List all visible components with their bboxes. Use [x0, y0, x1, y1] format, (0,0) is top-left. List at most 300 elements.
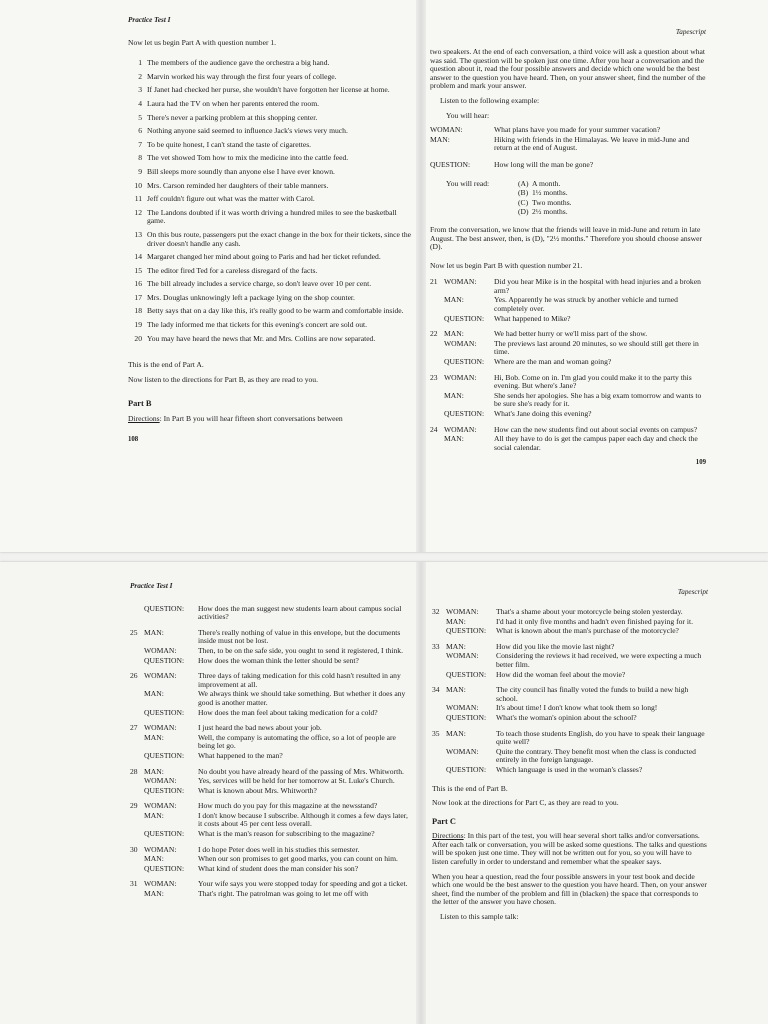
dialogue-line [130, 830, 410, 839]
dialogue-text: Did you hear Mike is in the hospital with head injuries and a broken arm? [494, 277, 701, 295]
dialogue-line [432, 643, 708, 652]
speaker-label: QUESTION: [446, 626, 487, 636]
dialogue-line [130, 690, 410, 707]
dialogue [432, 643, 708, 679]
listen-example: Listen to the following example: [440, 95, 540, 105]
dialogue-number: 33 [432, 641, 440, 651]
dialogue-line [130, 672, 410, 689]
dialogue-line [130, 709, 410, 718]
speaker-label: MAN: [144, 810, 164, 820]
page-110 [130, 582, 410, 906]
running-header-right: Tapescript [675, 28, 706, 36]
part-c-directions [432, 832, 708, 866]
directions-label: Directions [128, 414, 160, 424]
dialogue-text: What is known about Mrs. Whitworth? [198, 785, 317, 795]
speaker-label: QUESTION: [144, 785, 185, 795]
answer-choice [518, 199, 572, 208]
part-a-item [128, 195, 414, 204]
dialogue-number [432, 652, 446, 669]
dialogue-text: How did you like the movie last night? [496, 641, 615, 651]
item-text: Marvin worked his way through the first four years of college. [147, 71, 337, 81]
dialogue-number: 34 [432, 685, 440, 695]
dialogue-line [432, 704, 708, 713]
part-b-listen: Now listen to the directions for Part B, as they are read to you. [128, 374, 319, 384]
dialogue [430, 426, 706, 453]
dialogue-number: 24 [430, 424, 438, 434]
dialogue-line [130, 752, 410, 761]
item-number: 8 [138, 153, 142, 163]
dialogue-number [432, 714, 446, 723]
dialogue [130, 846, 410, 874]
part-a-item [128, 59, 414, 68]
dialogue-number [430, 392, 444, 409]
listen-sample: Listen to this sample talk: [440, 912, 519, 922]
part-a-item [128, 231, 414, 248]
speaker-label: QUESTION: [446, 669, 487, 679]
dialogue-text: How can the new students find out about social events on campus? [494, 424, 698, 434]
item-text: Mrs. Carson reminded her daughters of their table manners. [147, 180, 329, 190]
speaker-label: QUESTION: [444, 357, 485, 367]
choice-letter: (C) [518, 197, 529, 207]
choice-text: Two months. [532, 197, 572, 207]
item-text: Betty says that on a day like this, it's really good to be warm and comfortable inside. [147, 306, 404, 316]
item-text: The lady informed me that tickets for this evening's concert are sold out. [147, 320, 368, 330]
part-b-heading: Part B [128, 399, 152, 409]
part-a-item [128, 86, 414, 95]
item-number: 4 [138, 98, 142, 108]
dialogue-number: 28 [130, 766, 138, 776]
dialogue-number [430, 435, 444, 452]
dialogue-text: Three days of taking medication for this cold hasn't resulted in any improvement at all. [198, 671, 401, 689]
part-a-list [128, 59, 414, 343]
part-b-directions-text: : In Part B you will hear fifteen short conversations between [159, 414, 343, 424]
dialogue-number [432, 627, 446, 636]
dialogue [130, 802, 410, 838]
speaker-label: WOMAN: [446, 746, 479, 756]
speaker-label: WOMAN: [144, 723, 177, 733]
item-text: Nothing anyone said seemed to influence Jack's views very much. [147, 126, 348, 136]
dialogue [432, 686, 708, 722]
item-number: 2 [138, 71, 142, 81]
part-a-item [128, 209, 414, 226]
dialogue [430, 330, 706, 366]
item-number: 10 [134, 180, 142, 190]
choice-text: 2½ months. [532, 207, 568, 217]
dialogue-number: 23 [430, 372, 438, 382]
part-a-item [128, 127, 414, 136]
dialogues-24-31 [130, 605, 410, 899]
dialogue-number [130, 752, 144, 761]
speaker-label: WOMAN: [144, 776, 177, 786]
speaker-label: WOMAN: [144, 671, 177, 681]
dialogue-number [430, 358, 444, 367]
dialogue-line [130, 605, 410, 622]
page-109 [430, 30, 706, 468]
item-text: To be quite honest, I can't stand the taste of cigarettes. [147, 139, 312, 149]
choice-text: 1½ months. [532, 188, 568, 198]
dialogues-21-24 [430, 278, 706, 452]
dialogue-line [432, 627, 708, 636]
dialogue-number [432, 748, 446, 765]
dialogue-line [430, 374, 706, 391]
dialogue-line [432, 618, 708, 627]
dialogue-line [130, 846, 410, 855]
dialogue-line [130, 657, 410, 666]
part-a-item [128, 182, 414, 191]
dialogue-line [130, 880, 410, 889]
part-a-item [128, 280, 414, 289]
end-part-a: This is the end of Part A. [128, 360, 204, 370]
dialogue-number [430, 340, 444, 357]
dialogue-number [130, 647, 144, 656]
example-woman-line: WOMAN: What plans have you made for your summer vacation? [430, 125, 661, 135]
item-number: 16 [134, 279, 142, 289]
dialogue-line [130, 865, 410, 874]
speaker-label: MAN: [144, 889, 164, 899]
item-text: You may have heard the news that Mr. and Mrs. Collins are now separated. [147, 333, 376, 343]
page-111 [432, 588, 708, 928]
dialogue-text: How much do you pay for this magazine at the newsstand? [198, 801, 378, 811]
part-a-item [128, 100, 414, 109]
dialogue-line [130, 855, 410, 864]
speaker-label: WOMAN: [444, 372, 477, 382]
page-number-left: 108 [128, 435, 139, 443]
dialogue-line [430, 315, 706, 324]
dialogue [130, 605, 410, 622]
item-number: 15 [134, 265, 142, 275]
part-a-item [128, 253, 414, 262]
dialogue-text: I do hope Peter does well in his studies this semester. [198, 844, 360, 854]
item-number: 9 [138, 166, 142, 176]
dialogue-text: All they have to do is get the campus paper each day and check the social calendar. [494, 434, 698, 452]
speaker-label: WOMAN: [444, 277, 477, 287]
speaker-label: QUESTION: [444, 409, 485, 418]
dialogue-text: To teach those students English, do you have to speak their language quite well? [496, 728, 705, 747]
item-text: Margaret changed her mind about going to Paris and had her ticket refunded. [147, 252, 381, 262]
item-text: On this bus route, passengers put the exact change in the box for their tickets, since the driver doesn't handle any cash. [147, 229, 412, 248]
item-text: Mrs. Douglas unknowingly left a package lying on the shop counter. [147, 292, 355, 302]
dialogue-number [430, 410, 444, 419]
dialogue-line [430, 435, 706, 452]
speaker-label: QUESTION: [144, 655, 185, 665]
dialogue-line [430, 358, 706, 367]
speaker-label: MAN: [144, 732, 164, 742]
dialogue-number [130, 812, 144, 829]
bottom-spread [0, 562, 768, 1024]
dialogue-number [130, 865, 144, 874]
speaker-label: QUESTION: [144, 603, 185, 613]
dialogue [430, 278, 706, 323]
dialogue-number [432, 766, 446, 775]
item-number: 3 [138, 85, 142, 95]
dialogue-text: It's about time! I don't know what took them so long! [496, 703, 658, 713]
speaker-label: MAN: [444, 390, 464, 400]
dialogue-text: We had better hurry or we'll miss part of the show. [494, 329, 648, 339]
dialogue-line [432, 714, 708, 723]
dialogue-line [430, 410, 706, 419]
dialogue-line [130, 647, 410, 656]
dialogue-number [130, 787, 144, 796]
item-text: Laura had the TV on when her parents entered the room. [147, 98, 319, 108]
part-a-item [128, 294, 414, 303]
part-a-item [128, 307, 414, 316]
dialogue-text: What is known about the man's purchase of the motorcycle? [496, 626, 679, 636]
dialogue-text: Yes, services will be held for her tomorrow at St. Luke's Church. [198, 776, 395, 786]
item-number: 5 [138, 112, 142, 122]
speaker-label: MAN: [446, 685, 466, 695]
speaker-label: QUESTION: [446, 712, 487, 722]
dialogue-text: Quite the contrary. They benefit most when the class is conducted entirely in the foreign language. [496, 746, 696, 765]
dialogue-line [430, 426, 706, 435]
dialogue-text: The previews last around 20 minutes, so we should still get there in time. [494, 338, 699, 357]
dialogue-line [432, 686, 708, 703]
dialogue-line [432, 766, 708, 775]
dialogue-number [130, 830, 144, 839]
dialogue-number: 35 [432, 728, 440, 738]
dialogue-line [130, 734, 410, 751]
dialogue [130, 880, 410, 898]
dialogue-line [430, 278, 706, 295]
begin-question-21: Now let us begin Part B with question number 21. [430, 260, 583, 270]
speaker-label: WOMAN: [144, 801, 177, 811]
part-a-intro: Now let us begin Part A with question number 1. [128, 37, 277, 47]
speaker-label: MAN: [444, 434, 464, 444]
item-text: The bill already includes a service charge, so don't leave over 10 per cent. [147, 279, 372, 289]
dialogue-number [130, 855, 144, 864]
dialogue-number [430, 296, 444, 313]
dialogue-line [130, 802, 410, 811]
dialogue-number [130, 657, 144, 666]
speaker-label: WOMAN: [446, 651, 479, 661]
dialogue-text: How does the man feel about taking medication for a cold? [198, 707, 378, 717]
item-number: 7 [138, 139, 142, 149]
speaker-label: MAN: [144, 766, 164, 776]
speaker-label: QUESTION: [446, 764, 487, 774]
choices-list [518, 180, 572, 218]
item-number: 20 [134, 333, 142, 343]
dialogue-line [130, 768, 410, 777]
dialogue-number: 31 [130, 879, 138, 889]
item-number: 14 [134, 252, 142, 262]
dialogue-text: What is the man's reason for subscribing to the magazine? [198, 829, 375, 839]
dialogue-text: Then, to be on the safe side, you ought to send it registered, I think. [198, 645, 403, 655]
dialogue-line [432, 748, 708, 765]
answer-choice [518, 180, 572, 189]
directions-label: Directions [432, 831, 464, 841]
dialogue-number: 27 [130, 723, 138, 733]
part-c-look: Now look at the directions for Part C, as they are read to you. [432, 798, 619, 808]
dialogue-line [432, 730, 708, 747]
dialogue-text: What happened to the man? [198, 750, 283, 760]
part-a-item [128, 154, 414, 163]
item-number: 17 [134, 292, 142, 302]
part-a-item [128, 168, 414, 177]
item-number: 1 [138, 58, 142, 68]
speaker-label: WOMAN: [446, 607, 479, 616]
speaker-label: QUESTION: [144, 707, 185, 717]
speaker-label: MAN: [444, 295, 464, 305]
dialogue-text: Hi, Bob. Come on in. I'm glad you could make it to the party this evening. But where's Jane? [494, 372, 692, 391]
example-man-line: MAN: Hiking with friends in the Himalayas. We leave in mid-June and return at the end of August. [430, 134, 690, 153]
dialogue-number: 21 [430, 277, 438, 287]
answer-choice [518, 208, 572, 217]
speaker-label: WOMAN: [444, 338, 477, 348]
part-b-intro-continued: two speakers. At the end of each conversation, a third voice will ask a question about what was said. The question will be spoken just one time. After you hear a conversation and the question about it, read the four possible answers and decide which one would be the best answer to the question you have heard. Then, on your answer sheet, find the number of the problem and mark your answer. [430, 47, 706, 91]
dialogue-text: What kind of student does the man consider his son? [198, 863, 359, 873]
part-a-item [128, 73, 414, 82]
dialogue [130, 724, 410, 760]
item-text: If Janet had checked her purse, she wouldn't have forgotten her license at home. [147, 85, 390, 95]
speaker-label: QUESTION: [144, 750, 185, 760]
dialogue-line [432, 608, 708, 617]
dialogue-text: When our son promises to get good marks, you can count on him. [198, 854, 398, 864]
dialogue-text: Considering the reviews it had received, we were expecting a much better film. [496, 651, 702, 669]
item-text: The members of the audience gave the orchestra a big hand. [147, 58, 330, 68]
choice-text: A month. [532, 178, 561, 188]
dialogue-text: The city council has finally voted the funds to build a new high school. [496, 685, 689, 703]
dialogue-text: We always think we should take something. But whether it does any good is another matter. [198, 689, 406, 707]
dialogue-number: 25 [130, 627, 138, 637]
dialogue-text: What's the woman's opinion about the school? [496, 712, 637, 722]
speaker-label: WOMAN: [144, 645, 177, 655]
dialogue [130, 672, 410, 717]
item-text: The Landons doubted if it was worth driving a hundred miles to see the basketball game. [147, 207, 397, 226]
choice-letter: (B) [518, 188, 529, 198]
running-header-left: Practice Test I [130, 582, 173, 590]
speaker-label: WOMAN: [444, 424, 477, 434]
part-a-item [128, 321, 414, 330]
dialogue [432, 730, 708, 775]
dialogue-text: What's Jane doing this evening? [494, 409, 592, 418]
speaker-label: MAN: [446, 641, 466, 651]
dialogue [432, 608, 708, 636]
dialogue-text: What happened to Mike? [494, 313, 571, 323]
page-number-right: 109 [695, 459, 706, 467]
dialogue-text: I just heard the bad news about your job. [198, 723, 322, 733]
item-text: Jeff couldn't figure out what was the matter with Carol. [147, 194, 315, 204]
dialogue-line [430, 296, 706, 313]
dialogue-line [130, 787, 410, 796]
dialogue-line [432, 652, 708, 669]
dialogue-line [430, 392, 706, 409]
example-question-line: QUESTION: How long will the man be gone? [430, 159, 594, 169]
dialogue-text: How does the man suggest new students learn about campus social activities? [198, 603, 402, 622]
speaker-label: MAN: [144, 627, 164, 637]
speaker-label: MAN: [144, 689, 164, 699]
speaker-label: QUESTION: [144, 863, 185, 873]
part-a-item [128, 114, 414, 123]
dialogue-text: She sends her apologies. She has a big exam tomorrow and wants to be sure she's ready for it. [494, 390, 702, 409]
dialogue-number [432, 671, 446, 680]
speaker-label: WOMAN: [144, 879, 177, 889]
item-number: 13 [134, 229, 142, 239]
example-explanation: From the conversation, we know that the friends will leave in mid-June and return in late August. The best answer, then, is (D), "2½ months." Therefore you should choose answer (D). [430, 224, 702, 252]
dialogue-line [430, 330, 706, 339]
item-text: There's never a parking problem at this shopping center. [147, 112, 318, 122]
answer-choice [518, 189, 572, 198]
dialogue-text: Which language is used in the woman's classes? [496, 764, 643, 774]
dialogue-line [130, 890, 410, 899]
item-number: 12 [134, 207, 142, 217]
running-header-right: Tapescript [677, 588, 708, 596]
dialogue-text: No doubt you have already heard of the passing of Mrs. Whitworth. [198, 766, 404, 776]
dialogue-text: There's really nothing of value in this envelope, but the documents inside must not be lost. [198, 627, 401, 646]
running-header-left: Practice Test I [128, 16, 171, 24]
part-a-item [128, 267, 414, 276]
dialogue-text: Well, the company is automating the office, so a lot of people are being let go. [198, 732, 396, 751]
part-c-heading: Part C [432, 816, 456, 826]
gutter [416, 562, 426, 1024]
dialogue-line [130, 629, 410, 646]
dialogue-text: How does the woman think the letter should be sent? [198, 655, 359, 665]
dialogue-number: 26 [130, 671, 138, 681]
dialogue [130, 768, 410, 796]
choice-letter: (A) [518, 178, 529, 188]
end-part-b: This is the end of Part B. [432, 783, 508, 793]
dialogue-number [430, 315, 444, 324]
dialogue-text: I'd had it only five months and hadn't even finished paying for it. [496, 616, 693, 626]
speaker-label: QUESTION: [444, 313, 485, 323]
item-text: Bill sleeps more soundly than anyone else I have ever known. [147, 166, 335, 176]
gutter [416, 0, 426, 552]
dialogue-line [430, 340, 706, 357]
dialogue-line [130, 777, 410, 786]
dialogue-number [130, 777, 144, 786]
dialogue-text: How did the woman feel about the movie? [496, 669, 626, 679]
dialogue-text: Yes. Apparently he was struck by another vehicle and turned completely over. [494, 295, 678, 314]
item-number: 18 [134, 306, 142, 316]
dialogue-number [432, 704, 446, 713]
item-number: 6 [138, 126, 142, 136]
dialogue-number: 30 [130, 844, 138, 854]
dialogue-text: Where are the man and woman going? [494, 357, 612, 367]
choice-letter: (D) [518, 207, 529, 217]
speaker-label: WOMAN: [446, 703, 479, 713]
page-108 [128, 16, 414, 444]
dialogue-number [130, 605, 144, 622]
dialogue-number [130, 690, 144, 707]
dialogues-32-35 [432, 608, 708, 775]
part-c-directions-2: When you hear a question, read the four possible answers in your test book and decide which one would be the best answer to the question you have heard. Then, on your answer sheet, find the number of the problem and fill in (blacken) the space that corresponds to the letter of the answer you have chosen. [432, 871, 707, 907]
item-number: 11 [134, 194, 142, 204]
speaker-label: MAN: [144, 854, 164, 864]
you-will-hear: You will hear: [446, 110, 490, 120]
dialogue-text: I don't know because I subscribe. Although it comes a few days later, it costs about 45 per cent less overall. [198, 810, 408, 829]
dialogue-text: That's right. The patrolman was going to let me off with [198, 889, 369, 899]
dialogue-number: 22 [430, 329, 438, 339]
speaker-label: MAN: [444, 329, 464, 339]
item-text: The editor fired Ted for a careless disregard of the facts. [147, 265, 318, 275]
dialogue-line [130, 812, 410, 829]
part-a-item [128, 141, 414, 150]
speaker-label: MAN: [446, 728, 466, 738]
speaker-label: QUESTION: [144, 829, 185, 839]
part-a-item [128, 335, 414, 344]
part-b-directions [128, 415, 414, 424]
you-will-read: You will read: [446, 178, 490, 188]
item-number: 19 [134, 320, 142, 330]
dialogue-number [130, 734, 144, 751]
dialogue-text: That's a shame about your motorcycle being stolen yesterday. [496, 607, 683, 616]
dialogue [430, 374, 706, 419]
part-c-directions-text: : In this part of the test, you will hear several short talks and/or conversations. After each talk or conversation, you will be asked some questions. The talks and questions will be spoken just one time. They will not be written out for you, so you will have to listen carefully in order to understand and remember what the speaker says. [432, 831, 707, 867]
answer-choices [430, 180, 706, 218]
speaker-label: MAN: [446, 616, 466, 626]
dialogue-number: 32 [432, 607, 440, 616]
dialogue-number: 29 [130, 801, 138, 811]
dialogue [130, 629, 410, 665]
dialogue-number [130, 890, 144, 899]
